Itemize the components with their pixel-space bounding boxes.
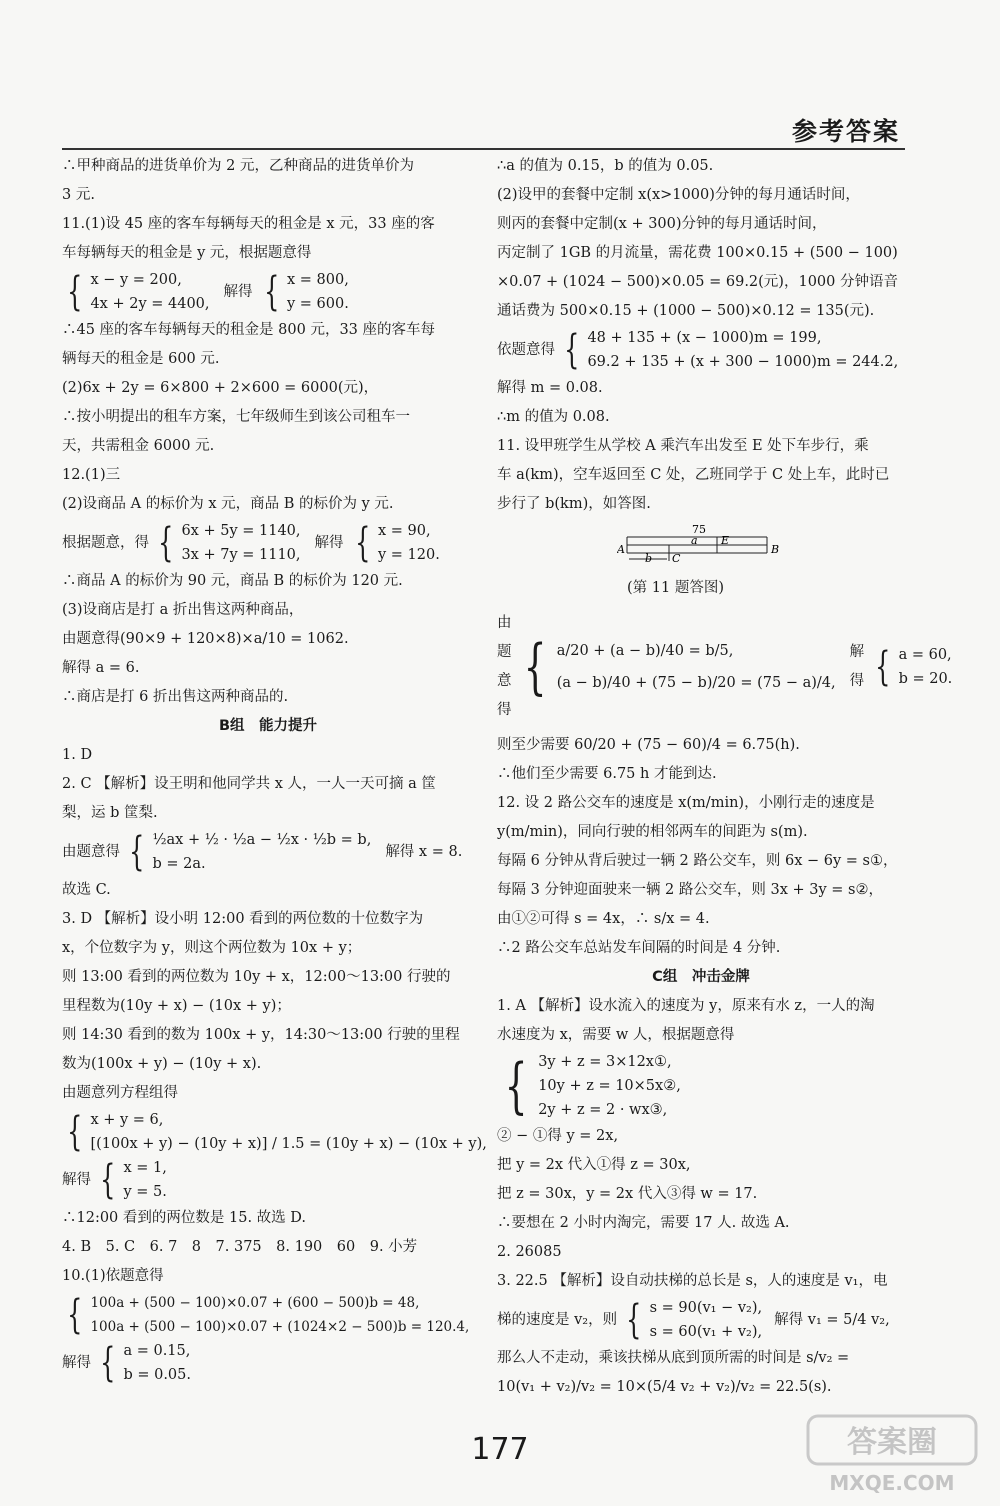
equation-system [497, 326, 905, 374]
point-a-label: A [617, 543, 625, 556]
equation: a/20 + (a − b)/40 = b/5, [556, 643, 734, 659]
solution: a = 60, [898, 647, 952, 663]
equation-system [62, 1291, 474, 1339]
equation-system [62, 828, 474, 876]
solution: y = 600. [286, 296, 349, 312]
equation: s = 90(v₁ − v₂), [649, 1300, 763, 1316]
equation: (a − b)/40 + (75 − b)/20 = (75 − a)/4, [556, 675, 836, 691]
text-line: ∴12:00 看到的两位数是 15. 故选 D. [62, 1210, 306, 1226]
brace-icon: { [523, 632, 547, 702]
solution: b = 0.05. [123, 1367, 191, 1383]
solve-label: 解得 [314, 534, 344, 551]
equation-system [62, 519, 474, 567]
text-line: 3. D 【解析】设小明 12:00 看到的两位数的十位数字为 [62, 911, 424, 927]
brace-icon: { [263, 269, 279, 315]
header-divider [62, 148, 905, 150]
text-label: 依题意得 [497, 341, 555, 358]
solve-label: 解得 [62, 1354, 91, 1371]
text-line: 3 元. [62, 187, 95, 203]
text-line: 则丙的套餐中定制(x + 300)分钟的每月通话时间， [497, 216, 827, 232]
problem-12: 12. 设 2 路公交车的速度是 x(m/min)，小刚行走的速度是 [497, 795, 875, 811]
equation-system [62, 1156, 474, 1204]
distance-diagram [617, 523, 787, 563]
solve-label: 解得 [62, 1171, 91, 1188]
text-line: (3)设商店是打 a 折出售这两种商品， [62, 602, 304, 618]
text-line: (2)6x + 2y = 6×800 + 2×600 = 6000(元)， [62, 380, 379, 396]
equation: 3y + z = 3×12x①, [538, 1054, 672, 1070]
equation: 48 + 135 + (x − 1000)m = 199, [587, 330, 822, 346]
text-line: 2. 26085 [497, 1244, 562, 1260]
brace-icon: { [100, 1340, 116, 1386]
problem-11: 11.(1)设 45 座的客车每辆每天的租金是 x 元，33 座的客 [62, 216, 435, 232]
text-line: 3. 22.5 【解析】设自动扶梯的总长是 s，人的速度是 v₁，电 [497, 1273, 888, 1289]
text-line: 把 z = 30x，y = 2x 代入③得 w = 17. [497, 1186, 758, 1202]
text-line: 由①②可得 s = 4x，∴ s/x = 4. [497, 911, 710, 927]
equation: x + y = 6, [90, 1112, 164, 1128]
equation: [(100x + y) − (10y + x)] / 1.5 = (10y + x) − (10x + y), [90, 1136, 487, 1152]
text-line: 解得 m = 0.08. [497, 380, 603, 396]
text-line: ∴按小明提出的租车方案，七年级师生到该公司租车一 [62, 409, 410, 425]
point-c-label: C [672, 552, 681, 563]
text-line: ×0.07 + (1024 − 500)×0.05 = 69.2(元)，1000 分钟语音 [497, 274, 898, 290]
text-line: 由题意列方程组得 [62, 1085, 178, 1101]
page-header-title: 参考答案 [791, 117, 900, 146]
problem-11: 11. 设甲班学生从学校 A 乘汽车出发至 E 处下车步行，乘 [497, 438, 869, 454]
equation: ½ax + ½ · ½a − ½x · ½b = b, [152, 832, 372, 848]
brace-icon: { [354, 520, 370, 566]
text-line: (2)设甲的套餐中定制 x(x>1000)分钟的每月通话时间， [497, 187, 860, 203]
text-line: 解得 a = 6. [62, 660, 140, 676]
brace-icon: { [564, 327, 580, 373]
equation: 6x + 5y = 1140, [181, 523, 301, 539]
equation-system [62, 268, 474, 316]
text-line: 步行了 b(km)，如答图. [497, 496, 651, 512]
text-line: ∴m 的值为 0.08. [497, 409, 610, 425]
equation: 4x + 2y = 4400, [90, 296, 210, 312]
segment-b-label: b [645, 552, 653, 563]
brace-icon: { [67, 269, 83, 315]
figure-caption: (第 11 题答图) [627, 580, 724, 596]
problem-10: 10.(1)依题意得 [62, 1268, 164, 1284]
point-b-label: B [771, 543, 780, 556]
point-e-label: E [721, 534, 730, 547]
text-line: ∴45 座的客车每辆每天的租金是 800 元，33 座的客车每 [62, 322, 436, 338]
solution: a = 0.15, [123, 1343, 191, 1359]
text-label: 由题意得 [497, 615, 512, 718]
left-column [62, 152, 487, 1387]
equation: 10y + z = 10×5x②, [538, 1078, 681, 1094]
equation-system [62, 1339, 474, 1387]
problem-12: 12.(1)三 [62, 467, 121, 483]
equation: 100a + (500 − 100)×0.07 + (1024×2 − 500)b = 120.4, [90, 1319, 470, 1335]
diagram-total-label: 75 [692, 523, 706, 536]
text-line: ∴2 路公交车总站发车间隔的时间是 4 分钟. [497, 940, 781, 956]
equation: b = 2a. [152, 856, 206, 872]
text-line: 车 a(km)，空车返回至 C 处，乙班同学于 C 处上车，此时已 [497, 467, 890, 483]
solution: b = 20. [898, 671, 953, 687]
text-line: 1. A 【解析】设水流入的速度为 y，原来有水 z，一人的淘 [497, 998, 875, 1014]
text-line: 丙定制了 1GB 的月流量，需花费 100×0.15 + (500 − 100) [497, 245, 898, 261]
text-line: 则 13:00 看到的两位数为 10y + x，12:00～13:00 行驶的 [62, 969, 451, 985]
equation-system [497, 1050, 905, 1122]
solution: y = 120. [377, 547, 440, 563]
brace-icon: { [875, 644, 891, 690]
brace-icon: { [129, 829, 145, 875]
text-line: 4. B 5. C 6. 7 8 7. 375 8. 190 60 9. 小芳 [62, 1239, 418, 1255]
text-line: 那么人不走动，乘该扶梯从底到顶所需的时间是 s/v₂ = [497, 1350, 850, 1366]
solve-label: 解得 [223, 283, 253, 300]
text-line: ∴商店是打 6 折出售这两种商品的. [62, 689, 289, 705]
equation: 69.2 + 135 + (x + 300 − 1000)m = 244.2, [587, 354, 899, 370]
text-line: ∴要想在 2 小时内淘完，需要 17 人. 故选 A. [497, 1215, 790, 1231]
text-line: (2)设商品 A 的标价为 x 元，商品 B 的标价为 y 元. [62, 496, 394, 512]
section-title-c: C组 冲击金牌 [652, 969, 750, 985]
brace-icon: { [100, 1157, 116, 1203]
equation: x − y = 200, [90, 272, 182, 288]
brace-icon: { [67, 1109, 83, 1155]
text-line: ∴他们至少需要 6.75 h 才能到达. [497, 766, 717, 782]
text-line: ∴a 的值为 0.15，b 的值为 0.05. [497, 158, 714, 174]
text-line: ② − ①得 y = 2x, [497, 1128, 619, 1144]
solution: x = 800, [286, 272, 349, 288]
text-line: ∴甲种商品的进货单价为 2 元，乙种商品的进货单价为 [62, 158, 414, 174]
brace-icon: { [67, 1292, 83, 1338]
text-line: ∴商品 A 的标价为 90 元，商品 B 的标价为 120 元. [62, 573, 403, 589]
svg-text:MXQE.COM: MXQE.COM [829, 1471, 955, 1495]
brace-icon: { [158, 520, 174, 566]
text-line: 梨，运 b 筐梨. [62, 805, 158, 821]
text-line: 10(v₁ + v₂)/v₂ = 10×(5/4 v₂ + v₂)/v₂ = 22.5(s). [497, 1379, 832, 1395]
text-line: 每隔 3 分钟迎面驶来一辆 2 路公交车，则 3x + 3y = s②， [497, 882, 883, 898]
equation: 3x + 7y = 1110, [181, 547, 301, 563]
right-column [497, 152, 953, 1402]
page-number: 177 [471, 1432, 529, 1467]
text-line: y(m/min)，同向行驶的相邻两车的间距为 s(m). [497, 824, 808, 840]
equation: 100a + (500 − 100)×0.07 + (600 − 500)b = 48, [90, 1295, 420, 1311]
segment-a-label: a [691, 534, 698, 547]
text-line: 水速度为 x，需要 w 人，根据题意得 [497, 1027, 735, 1043]
text-line: 天，共需租金 6000 元. [62, 438, 215, 454]
text-label: 根据题意，得 [62, 534, 149, 551]
solution: x = 90, [377, 523, 431, 539]
equation-system [62, 1108, 487, 1156]
text-line: 辆每天的租金是 600 元. [62, 351, 220, 367]
watermark-logo [802, 1412, 982, 1498]
equation-system [497, 1296, 905, 1344]
solution: x = 1, [123, 1160, 167, 1176]
text-line: 2. C 【解析】设王明和他同学共 x 人，一人一天可摘 a 筐 [62, 776, 436, 792]
text-line: 由题意得(90×9 + 120×8)×a/10 = 1062. [62, 631, 349, 647]
text-line: 通话费为 500×0.15 + (1000 − 500)×0.12 = 135(元). [497, 303, 875, 319]
text-line: 每隔 6 分钟从背后驶过一辆 2 路公交车，则 6x − 6y = s①， [497, 853, 898, 869]
svg-text:答案圈: 答案圈 [847, 1425, 937, 1460]
section-title-b: B组 能力提升 [218, 718, 318, 734]
text-line: 里程数为(10y + x) − (10x + y)； [62, 998, 291, 1014]
text-line: 则 14:30 看到的数为 100x + y，14:30～13:00 行驶的里程 [62, 1027, 460, 1043]
solve-label: 解得 [849, 644, 865, 689]
equation: s = 60(v₁ + v₂), [649, 1324, 763, 1340]
solution: y = 5. [123, 1184, 167, 1200]
solve-label: 解得 x = 8. [385, 843, 463, 860]
brace-icon: { [626, 1297, 642, 1343]
text-label: 由题意得 [62, 843, 120, 860]
text-line: 则至少需要 60/20 + (75 − 60)/4 = 6.75(h). [497, 737, 800, 753]
text-line: x，个位数字为 y，则这个两位数为 10x + y； [62, 940, 362, 956]
text-line: 故选 C. [62, 882, 111, 898]
equation: 2y + z = 2 · wx③, [538, 1102, 668, 1118]
text-line: 数为(100x + y) − (10y + x). [62, 1056, 262, 1072]
text-line: 把 y = 2x 代入①得 z = 30x, [497, 1157, 691, 1173]
text-line: 车每辆每天的租金是 y 元，根据题意得 [62, 245, 312, 261]
equation-system [497, 609, 953, 725]
text-line: 1. D [62, 747, 93, 763]
text-label: 梯的速度是 v₂，则 [497, 1311, 618, 1328]
brace-icon: { [504, 1051, 528, 1121]
solve-label: 解得 v₁ = 5/4 v₂, [774, 1311, 890, 1328]
